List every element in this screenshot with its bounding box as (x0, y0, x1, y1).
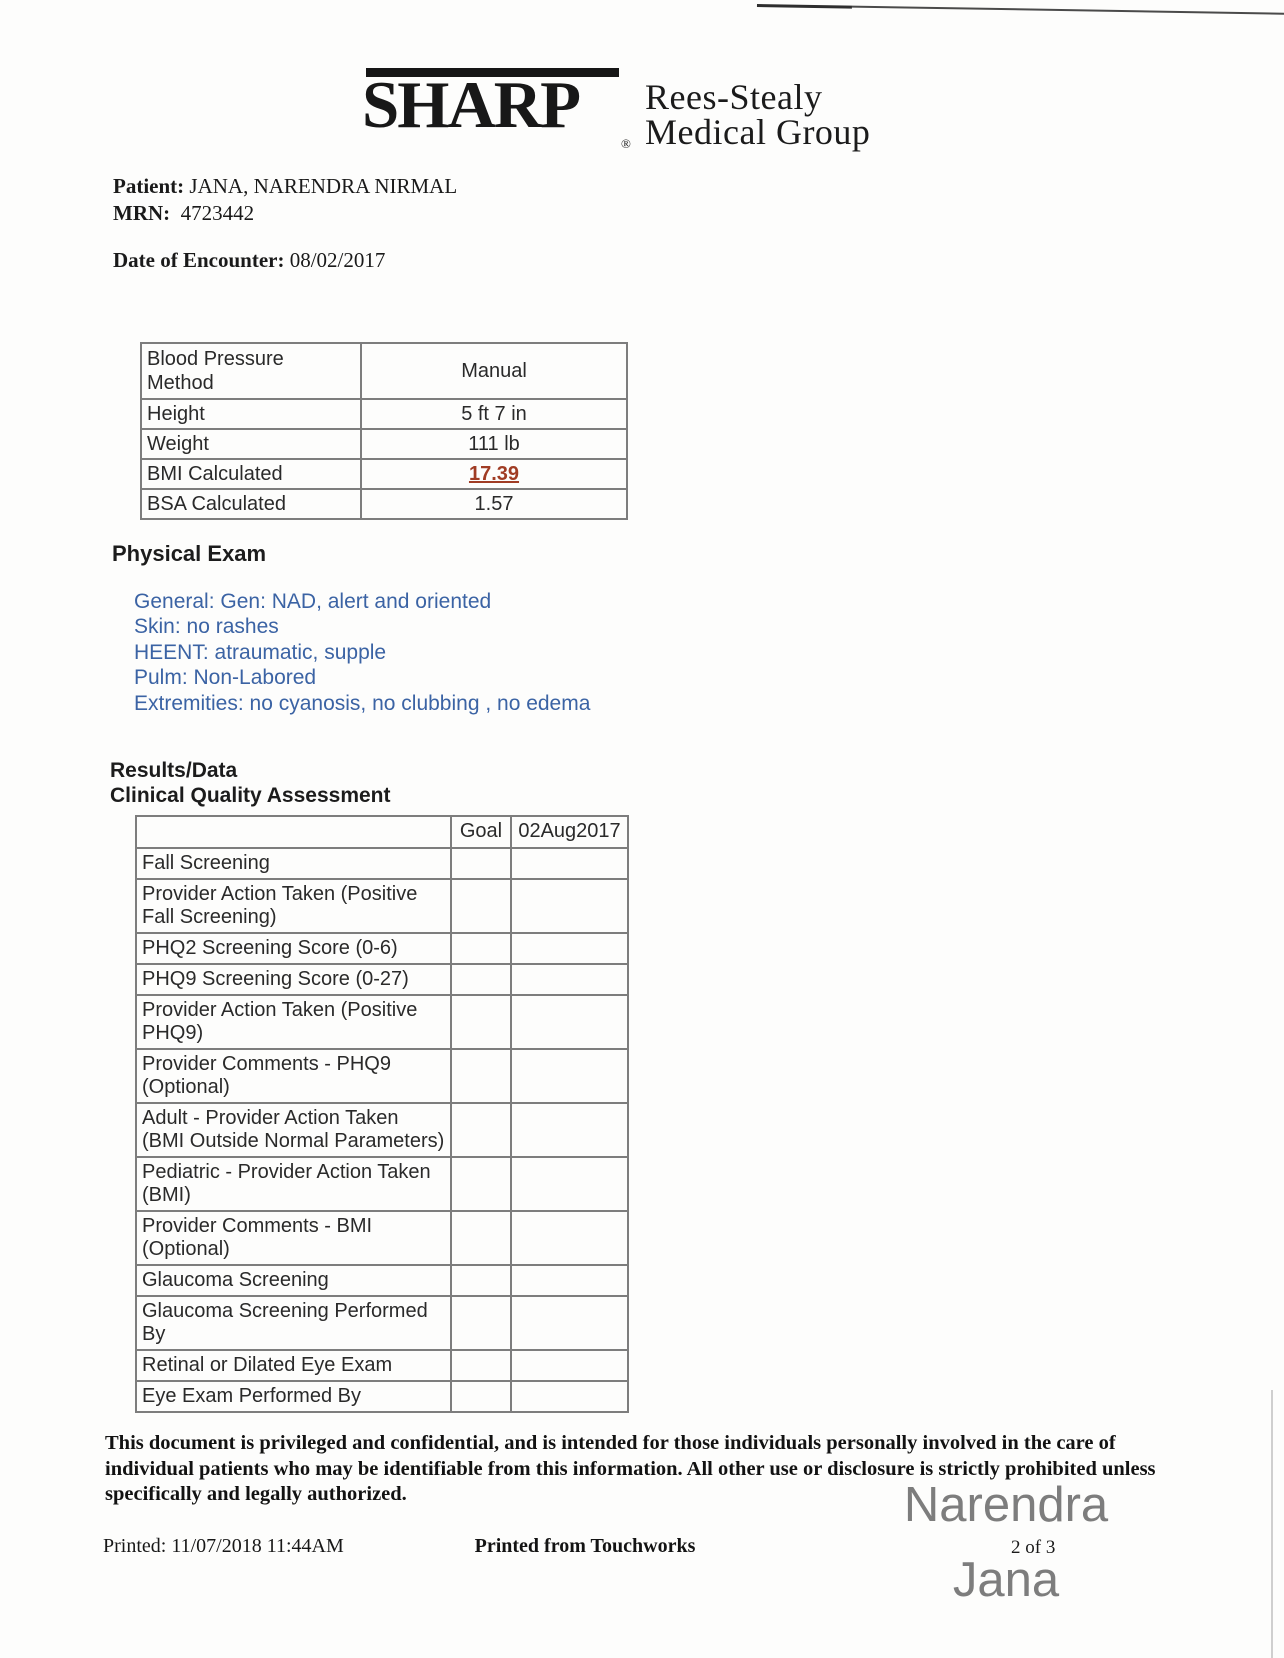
cqa-measure-label: Fall Screening (136, 848, 451, 879)
exam-finding-line: General: Gen: NAD, alert and oriented (134, 590, 492, 613)
exam-finding-line: Skin: no rashes (134, 615, 279, 639)
vitals-value: 5 ft 7 in (361, 399, 627, 429)
footer-source: Printed from Touchworks (474, 1535, 696, 1557)
cqa-goal-cell (451, 879, 511, 933)
vitals-value: 1.57 (361, 489, 627, 519)
exam-finding-line: HEENT: atraumatic, supple (134, 640, 387, 664)
physical-exam-heading: Physical Exam (112, 541, 267, 566)
results-heading: Results/Data (110, 759, 238, 782)
cqa-goal-cell (451, 1350, 511, 1381)
table-row (136, 879, 628, 933)
cqa-measure-label: Provider Comments - BMI (Optional) (136, 1211, 451, 1265)
cqa-date-cell (511, 933, 628, 964)
cqa-measure-label: Provider Action Taken (Positive Fall Screening) (136, 879, 451, 933)
cqa-measure-label: Provider Comments - PHQ9 (Optional) (136, 1049, 451, 1103)
cqa-measure-label: Glaucoma Screening Performed By (136, 1296, 451, 1350)
cqa-goal-cell (451, 995, 511, 1049)
table-row (136, 1103, 628, 1157)
cqa-heading: Clinical Quality Assessment (110, 784, 391, 807)
cqa-goal-cell (451, 1049, 511, 1103)
cqa-date-cell (511, 1265, 628, 1296)
cqa-date-cell (511, 1296, 628, 1350)
cqa-goal-cell (451, 1296, 511, 1350)
table-row (136, 933, 628, 964)
cqa-header-goal: Goal (451, 816, 511, 848)
table-row (141, 429, 627, 459)
table-row (141, 399, 627, 429)
table-row (136, 1350, 628, 1381)
patient-name: JANA, NARENDRA NIRMAL (189, 174, 458, 198)
vitals-table (140, 342, 628, 520)
cqa-table (135, 815, 629, 1413)
cqa-header-empty (136, 816, 451, 848)
encounter-label: Date of Encounter: (113, 248, 285, 272)
table-row (141, 343, 627, 399)
cqa-measure-label: Provider Action Taken (Positive PHQ9) (136, 995, 451, 1049)
scan-line-thin-segment (852, 6, 1284, 15)
mrn-label: MRN: (113, 201, 171, 225)
cqa-goal-cell (451, 848, 511, 879)
confidentiality-line: This document is privileged and confidential, and is intended for those individuals personally involved in the care of (105, 1432, 1116, 1454)
cqa-header-row (136, 816, 628, 848)
table-row (136, 1381, 628, 1412)
cqa-goal-cell (451, 1211, 511, 1265)
registered-trademark-icon: ® (621, 136, 631, 151)
table-row (136, 995, 628, 1049)
vitals-value-bmi (361, 459, 627, 489)
scan-edge-artifact (1271, 1390, 1273, 1658)
table-row (136, 1265, 628, 1296)
table-row (136, 1296, 628, 1350)
exam-finding-line: Pulm: Non-Labored (134, 666, 317, 690)
vitals-label: Weight (141, 429, 361, 459)
encounter-line (113, 248, 385, 273)
confidentiality-line: specifically and legally authorized. (105, 1483, 407, 1506)
cqa-goal-cell (451, 964, 511, 995)
vitals-label: BMI Calculated (141, 459, 361, 489)
org-name-line1: Rees-Stealy (645, 77, 823, 117)
cqa-date-cell (511, 1157, 628, 1211)
watermark-last-name: Jana (952, 1553, 1060, 1607)
cqa-date-cell (511, 879, 628, 933)
cqa-measure-label: Glaucoma Screening (136, 1265, 451, 1296)
patient-line (113, 173, 457, 200)
cqa-date-cell (511, 1350, 628, 1381)
patient-info (113, 173, 457, 227)
scan-line-artifact (757, 4, 1284, 16)
vitals-label: BSA Calculated (141, 489, 361, 519)
cqa-measure-label: PHQ9 Screening Score (0-27) (136, 964, 451, 995)
cqa-date-cell (511, 1049, 628, 1103)
cqa-date-cell (511, 964, 628, 995)
mrn-value: 4723442 (180, 201, 255, 225)
cqa-goal-cell (451, 1265, 511, 1296)
page-number: 2 of 3 (1011, 1537, 1056, 1558)
table-row (141, 489, 627, 519)
cqa-date-cell (511, 1211, 628, 1265)
encounter-date: 08/02/2017 (289, 248, 386, 272)
org-name-line2: Medical Group (645, 112, 871, 152)
cqa-measure-label: Pediatric - Provider Action Taken (BMI) (136, 1157, 451, 1211)
cqa-goal-cell (451, 1157, 511, 1211)
table-row (136, 848, 628, 879)
cqa-goal-cell (451, 933, 511, 964)
patient-label: Patient: (113, 174, 185, 198)
table-row (136, 1211, 628, 1265)
exam-finding-line: Extremities: no cyanosis, no clubbing , no edema (134, 691, 591, 715)
sharp-logo: SHARP (362, 68, 580, 142)
cqa-date-cell (511, 1103, 628, 1157)
org-name (645, 77, 871, 152)
cqa-date-cell (511, 848, 628, 879)
cqa-goal-cell (451, 1103, 511, 1157)
vitals-value: Manual (361, 343, 627, 399)
vitals-value: 111 lb (361, 429, 627, 459)
cqa-measure-label: Retinal or Dilated Eye Exam (136, 1350, 451, 1381)
cqa-header-date: 02Aug2017 (511, 816, 628, 848)
watermark-first-name: Narendra (903, 1478, 1109, 1532)
cqa-date-cell (511, 995, 628, 1049)
scan-line-thick-segment (757, 4, 852, 9)
physical-exam-findings (134, 589, 590, 716)
cqa-goal-cell (451, 1381, 511, 1412)
cqa-measure-label: Eye Exam Performed By (136, 1381, 451, 1412)
footer-printed-timestamp: Printed: 11/07/2018 11:44AM (103, 1535, 344, 1557)
vitals-label: Height (141, 399, 361, 429)
bmi-value: 17.39 (468, 463, 520, 485)
mrn-line (113, 200, 457, 227)
table-row (136, 964, 628, 995)
table-row (136, 1049, 628, 1103)
confidentiality-line: individual patients who may be identifiable from this information. All other use or disclosure is strictly prohibited unless (105, 1457, 1156, 1480)
cqa-measure-label: PHQ2 Screening Score (0-6) (136, 933, 451, 964)
table-row (141, 459, 627, 489)
table-row (136, 1157, 628, 1211)
cqa-date-cell (511, 1381, 628, 1412)
vitals-label: Blood Pressure Method (141, 343, 361, 399)
cqa-measure-label: Adult - Provider Action Taken (BMI Outside Normal Parameters) (136, 1103, 451, 1157)
